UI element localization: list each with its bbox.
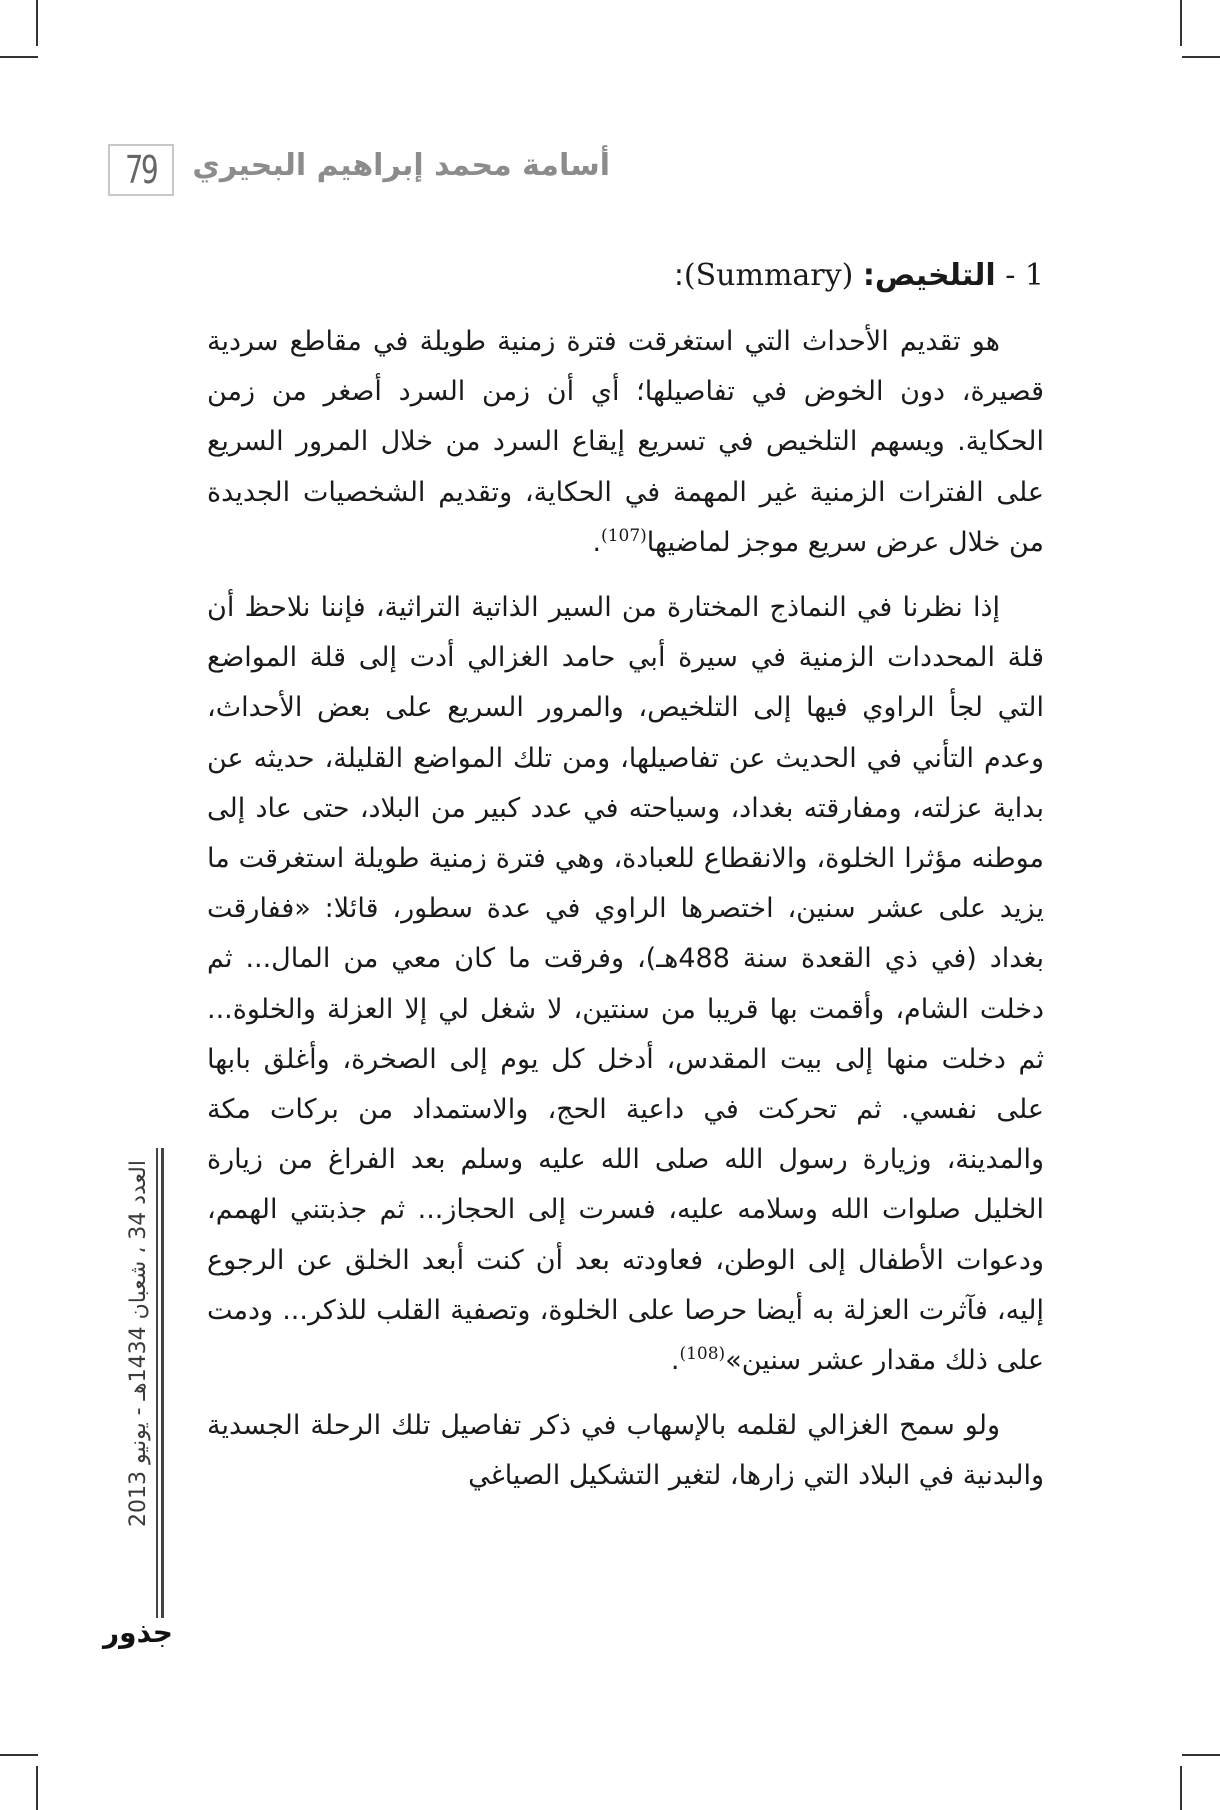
heading-latin: (Summary) (683, 258, 854, 293)
footnote-ref: (108) (679, 1344, 726, 1365)
sidebar-rule (161, 1148, 164, 1618)
paragraph-end: . (592, 526, 602, 558)
heading-trail: : (673, 258, 684, 293)
crop-mark (0, 1754, 38, 1756)
page-number: 79 (125, 148, 157, 192)
journal-logo: جذور (103, 1615, 173, 1649)
crop-mark (36, 0, 38, 46)
paragraph (207, 1401, 1044, 1501)
crop-mark (1180, 0, 1182, 46)
page-number-box (108, 144, 174, 196)
paragraph-text: هو تقديم الأحداث التي استغرقت فترة زمنية طويلة في مقاطع سردية قصيرة، دون الخوض في تفاصيلها؛ أي أن زمن السرد أصغر من زمن الحكاية. ويسهم التلخيص في تسريع إيقاع السرد من خلال المرور السريع على الفترات الزمنية غير المهمة في الحكاية، وتقديم الشخصيات الجديدة من خلال عرض سريع موجز لماضيها (207, 326, 1044, 558)
article-body (207, 250, 1044, 1502)
section-heading (207, 250, 1044, 302)
paragraph-text: إذا نظرنا في النماذج المختارة من السير الذاتية التراثية، فإننا نلاحظ أن قلة المحددات الزمنية في سيرة أبي حامد الغزالي أدت إلى قلة المواضع التي لجأ الراوي فيها إلى التلخيص، والمرور السريع على بعض الأحداث، وعدم التأني في الحديث عن تفاصيلها، ومن تلك المواضع القليلة، حديثه عن بداية عزلته، ومفارقته بغداد، وسياحته في عدد كبير من البلاد، حتى عاد إلى موطنه مؤثرا الخلوة، والانقطاع للعبادة، وهي فترة زمنية طويلة استغرقت ما يزيد على عشر سنين، اختصرها الراوي في عدة سطور، قائلا: «ففارقت بغداد (في ذي القعدة سنة 488هـ)، وفرقت ما كان معي من المال... ثم دخلت الشام، وأقمت بها قريبا من سنتين، لا شغل لي إلا العزلة والخلوة... ثم دخلت منها إلى بيت المقدس، أدخل كل يوم إلى الصخرة، وأغلق بابها على نفسي. ثم تحركت في داعية الحج، والاستمداد من بركات مكة والمدينة، وزيارة رسول الله صلى الله عليه وسلم بعد الفراغ من زيارة الخليل صلوات الله وسلامه عليه، فسرت إلى الحجاز... ثم جذبتني الهمم، ودعوات الأطفال إلى الوطن، فعاودته بعد أن كنت أبعد الخلق عن الرجوع إليه، فآثرت العزلة به أيضا حرصا على الخلوة، وتصفية القلب للذكر... ودمت على ذلك مقدار عشر سنين» (207, 592, 1044, 1377)
paragraph (207, 583, 1044, 1386)
footnote-ref: (107) (601, 525, 647, 546)
crop-mark (1182, 56, 1220, 58)
issue-info: العدد 34 ، شعبان 1434هـ - يونيو 2013 (125, 1160, 151, 1527)
crop-mark (1182, 1754, 1220, 1756)
paragraph-text: ولو سمح الغزالي لقلمه بالإسهاب في ذكر تفاصيل تلك الرحلة الجسدية والبدنية في البلاد التي زارها، لتغير التشكيل الصياغي (207, 1410, 1044, 1492)
paragraph-end: . (670, 1345, 680, 1377)
crop-mark (0, 56, 38, 58)
heading-title: التلخيص: (862, 258, 996, 293)
running-header-author: أسامة محمد إبراهيم البحيري (192, 148, 610, 183)
crop-mark (36, 1766, 38, 1810)
crop-mark (1180, 1766, 1182, 1810)
heading-number: 1 - (1005, 258, 1044, 293)
paragraph (207, 317, 1044, 568)
